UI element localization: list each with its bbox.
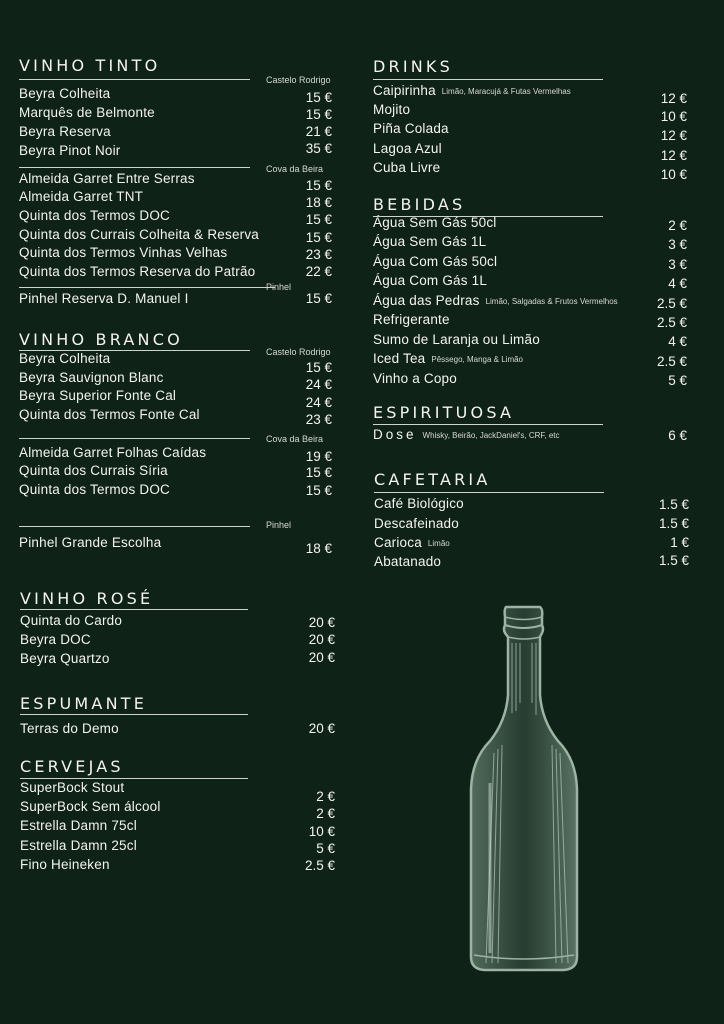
menu-item-name: Almeida Garret TNT [19,189,144,204]
menu-item-note: Limão [427,539,450,548]
menu-item-name: Beyra DOC [20,632,91,647]
divider [19,526,250,527]
menu-item-price: 19 € [305,449,332,464]
menu-item-name: Beyra Reserva [19,124,111,139]
menu-item-price: 6 € [668,428,687,443]
menu-item-price: 1.5 € [658,497,689,512]
menu-item-price: 15 € [305,178,332,193]
menu-item-name: Café Biológico [374,496,464,511]
menu-item-price: 12 € [660,128,687,143]
menu-item-name: Fino Heineken [20,857,110,872]
divider [19,438,250,439]
menu-item-price: 24 € [305,377,332,392]
menu-item-price: 15 € [305,212,332,227]
menu-item-price: 4 € [668,334,687,349]
menu-item-price: 3 € [668,237,687,252]
menu-item-price: 20 € [308,721,335,736]
menu-item-name: Pinhel Reserva D. Manuel I [19,291,189,306]
section-title-vinho-tinto: VINHO TINTO [19,56,161,75]
menu-item-note: Limão, Maracujá & Futas Vermelhas [441,87,571,96]
menu-item-label: Iced Tea [373,351,426,366]
menu-item-price: 2.5 € [304,858,335,873]
menu-item-name [373,293,618,310]
section-title-bebidas: BEBIDAS [373,195,466,214]
menu-item-name: Quinta dos Termos Vinhas Velhas [19,245,228,260]
menu-item-price: 23 € [305,412,332,427]
section-title-cervejas: CERVEJAS [20,757,124,776]
menu-item-price: 15 € [305,291,332,306]
menu-item-name: Água Com Gás 1L [373,273,488,288]
menu-item-price: 23 € [305,247,332,262]
menu-item-name: SuperBock Sem álcool [20,799,161,814]
menu-item-name: Almeida Garret Folhas Caídas [19,445,207,460]
menu-item-name: Beyra Colheita [19,351,111,366]
menu-item-name: Beyra Sauvignon Blanc [19,370,164,385]
menu-item-price: 20 € [308,632,335,647]
menu-item-note: Limão, Salgadas & Frutos Vermelhos [485,297,618,306]
menu-item-price: 4 € [668,276,687,291]
menu-item-price: 15 € [305,360,332,375]
menu-item-price: 3 € [668,257,687,272]
menu-item-price: 18 € [305,541,332,556]
section-title-vinho-rose: VINHO ROSÉ [20,589,154,608]
menu-item-name: SuperBock Stout [20,780,125,795]
wine-bottle-icon [468,603,580,973]
menu-item-name: Beyra Colheita [19,86,111,101]
menu-item-price: 15 € [305,465,332,480]
menu-item-name: Lagoa Azul [373,141,442,156]
section-title-vinho-branco: VINHO BRANCO [19,330,183,349]
region-label: Castelo Rodrigo [266,347,331,357]
region-label: Castelo Rodrigo [266,75,331,85]
menu-item-price: 5 € [668,373,687,388]
region-label: Cova da Beira [266,434,324,444]
menu-item-name: Beyra Quartzo [20,651,110,666]
menu-item-price: 15 € [305,230,332,245]
menu-item-name: Marquês de Belmonte [19,105,155,120]
region-label: Pinhel [266,520,292,530]
menu-item-note: Pêssego, Manga & Limão [431,355,523,364]
menu-item-price: 2.5 € [656,296,687,311]
menu-item-name [373,83,571,100]
menu-item-price: 5 € [316,841,335,856]
menu-item-price: 24 € [305,395,332,410]
menu-item-name: Beyra Superior Fonte Cal [19,388,177,403]
menu-item-name: Estrella Damn 75cl [20,818,137,833]
section-title-espumante: ESPUMANTE [20,694,148,713]
divider [374,492,604,493]
menu-item-price: 2 € [316,789,335,804]
menu-item-price: 21 € [305,124,332,139]
menu-item-name: Descafeinado [374,516,459,531]
divider [20,714,248,715]
menu-item-price: 18 € [305,195,332,210]
menu-item-name: Terras do Demo [20,721,119,736]
divider [20,609,248,610]
region-label: Cova da Beira [266,164,324,174]
menu-item-name: Quinta do Cardo [20,613,123,628]
menu-item-name: Mojito [373,102,411,117]
menu-item-price: 35 € [305,141,332,156]
menu-item-name: Quinta dos Currais Colheita & Reserva [19,227,260,242]
menu-item-name: Piña Colada [373,121,449,136]
menu-item-name: Estrella Damn 25cl [20,838,137,853]
menu-item-price: 20 € [308,650,335,665]
menu-item-price: 10 € [660,109,687,124]
menu-item-price: 12 € [660,148,687,163]
menu-item-name: Água Sem Gás 1L [373,234,487,249]
menu-item-price: 22 € [305,264,332,279]
divider [20,778,248,779]
menu-item-label: Dose [373,427,417,442]
menu-item-price: 2.5 € [656,315,687,330]
menu-item-price: 1.5 € [658,516,689,531]
divider [373,79,603,80]
menu-item-name: Abatanado [374,554,442,569]
menu-item-price: 20 € [308,615,335,630]
divider [19,287,275,288]
menu-item-name: Almeida Garret Entre Serras [19,171,195,186]
menu-item-name: Cuba Livre [373,160,441,175]
menu-item-label: Caipirinha [373,83,436,98]
menu-item-price: 15 € [305,90,332,105]
region-label: Pinhel [266,282,292,292]
menu-item-name: Quinta dos Termos Reserva do Patrão [19,264,256,279]
menu-item-label: Água das Pedras [373,293,480,308]
menu-item-name [373,351,523,368]
menu-item-name: Quinta dos Termos DOC [19,208,171,223]
menu-item-name: Quinta dos Termos Fonte Cal [19,407,200,422]
menu-item-name: Água Sem Gás 50cl [373,215,497,230]
menu-item-name [373,427,560,444]
menu-item-price: 2.5 € [656,354,687,369]
menu-item-price: 10 € [308,824,335,839]
menu-item-name: Quinta dos Termos DOC [19,482,171,497]
menu-item-name: Quinta dos Currais Síria [19,463,168,478]
menu-item-price: 12 € [660,91,687,106]
section-title-drinks: DRINKS [373,57,453,76]
menu-item-name: Vinho a Copo [373,371,457,386]
menu-item-name: Sumo de Laranja ou Limão [373,332,540,347]
menu-item-name [374,535,450,552]
menu-item-price: 1.5 € [658,553,689,568]
menu-item-name: Beyra Pinot Noir [19,143,121,158]
menu-item-name: Água Com Gás 50cl [373,254,498,269]
section-title-espirituosa: ESPIRITUOSA [373,403,515,422]
menu-item-note: Whisky, Beirão, JackDaniel's, CRF, etc [422,431,560,440]
menu-item-price: 2 € [316,806,335,821]
menu-item-price: 1 € [670,535,689,550]
section-title-cafetaria: CAFETARIA [374,470,491,489]
menu-item-name: Refrigerante [373,312,450,327]
menu-item-price: 15 € [305,107,332,122]
menu-item-label: Carioca [374,535,422,550]
menu-item-price: 2 € [668,218,687,233]
menu-item-price: 10 € [660,167,687,182]
divider [373,424,603,425]
menu-item-price: 15 € [305,483,332,498]
divider [19,79,250,80]
divider [19,167,250,168]
menu-item-name: Pinhel Grande Escolha [19,535,162,550]
